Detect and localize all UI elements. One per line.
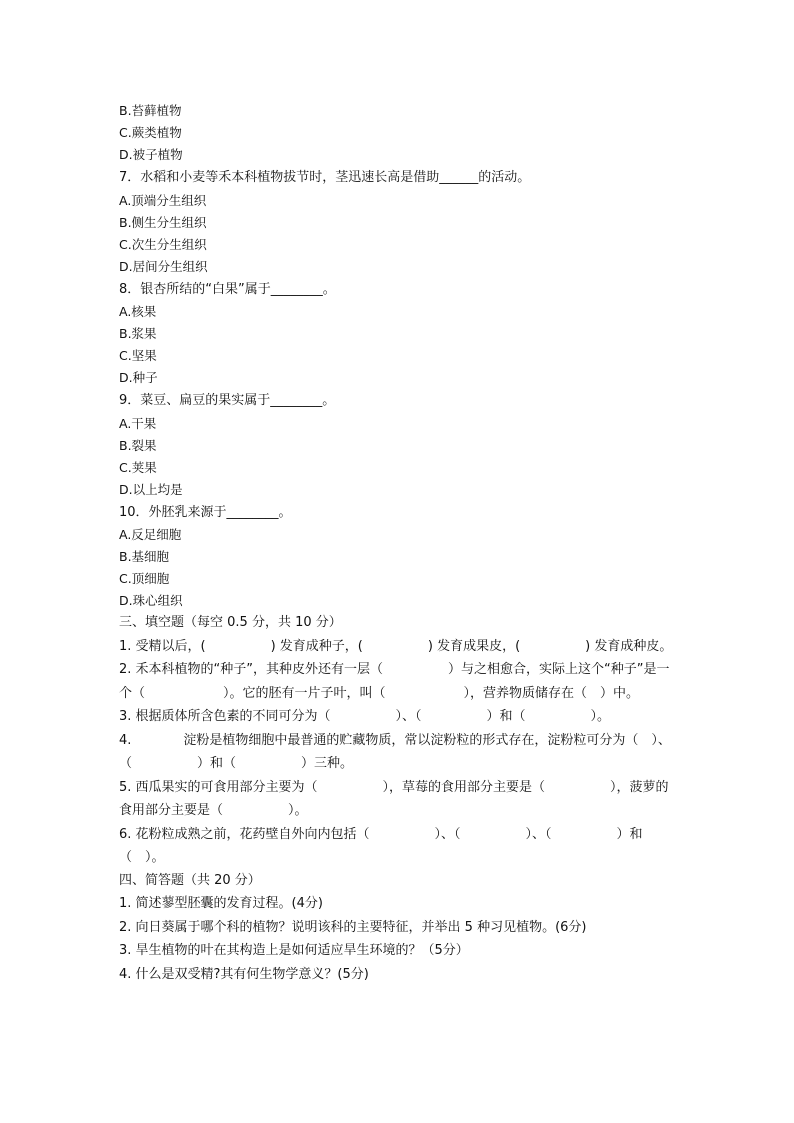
answer-option: D.珠心组织 bbox=[119, 593, 183, 608]
section-fill-in-blank bbox=[119, 612, 679, 870]
fill-question-2: 2. 禾本科植物的“种子”，其种皮外还有一层（ ）与之相愈合，实际上这个“种子”是一个（ ）。它的胚有一片子叶，叫（ ），营养物质储存在（ ）中。 bbox=[119, 662, 670, 701]
answer-option: C.荚果 bbox=[119, 459, 157, 475]
answer-option: C.蕨类植物 bbox=[119, 125, 182, 140]
fill-question-6: 6. 花粉粒成熟之前，花药壁自外向内包括（ ）、（ ）、（ ）和（ ）。 bbox=[119, 826, 643, 865]
answer-option: A.核果 bbox=[119, 304, 157, 319]
section-short-answer bbox=[119, 870, 679, 987]
answer-option: A.干果 bbox=[119, 415, 157, 431]
answer-option: A.顶端分生组织 bbox=[119, 192, 207, 208]
answer-option: C.顶细胞 bbox=[119, 571, 170, 586]
question-list bbox=[119, 100, 679, 612]
answer-option: B.浆果 bbox=[119, 326, 157, 341]
question-stem: 7．水稻和小麦等禾本科植物拔节时，茎迅速长高是借助______的活动。 bbox=[119, 170, 531, 185]
answer-option: D.居间分生组织 bbox=[119, 258, 208, 274]
short-question-1: 1. 简述蓼型胚囊的发育过程。(4分) bbox=[119, 896, 323, 911]
short-question-2: 2. 向日葵属于哪个科的植物？说明该科的主要特征，并举出 5 种习见植物。(6分) bbox=[119, 919, 587, 935]
answer-option: B.苔藓植物 bbox=[119, 103, 182, 118]
section-heading: 四、简答题（共 20 分） bbox=[119, 872, 261, 888]
short-question-3: 3. 旱生植物的叶在其构造上是如何适应旱生环境的？（5分） bbox=[119, 943, 469, 958]
answer-option: B.侧生分生组织 bbox=[119, 214, 207, 230]
fill-question-5: 5. 西瓜果实的可食用部分主要为（ ），草莓的食用部分主要是（ ），菠萝的食用部分主要是（ ）。 bbox=[119, 779, 669, 818]
question-stem: 10．外胚乳来源于________。 bbox=[119, 504, 292, 520]
answer-option: D.被子植物 bbox=[119, 147, 183, 162]
fill-question-1: 1. 受精以后，( ) 发育成种子，( ) 发育成果皮，( ) 发育成种皮。 bbox=[119, 638, 673, 654]
section-heading: 三、填空题（每空 0.5 分，共 10 分） bbox=[119, 615, 342, 630]
answer-option: B.基细胞 bbox=[119, 549, 170, 564]
short-question-4: 4. 什么是双受精?其有何生物学意义？(5分) bbox=[119, 966, 369, 982]
answer-option: C.次生分生组织 bbox=[119, 236, 207, 252]
fill-question-3: 3. 根据质体所含色素的不同可分为（ ）、（ ）和（ ）。 bbox=[119, 709, 611, 724]
question-stem: 8．银杏所结的“白果”属于________。 bbox=[119, 281, 336, 297]
answer-option: A.反足细胞 bbox=[119, 527, 182, 542]
answer-option: D.种子 bbox=[119, 370, 158, 385]
answer-option: C.坚果 bbox=[119, 348, 157, 363]
answer-option: D.以上均是 bbox=[119, 481, 183, 497]
question-stem: 9．菜豆、扁豆的果实属于________。 bbox=[119, 393, 336, 408]
fill-question-4: 4. 淀粉是植物细胞中最普通的贮藏物质，常以淀粉粒的形式存在，淀粉粒可分为（ ）、（ ）和（ ）三种。 bbox=[119, 732, 671, 771]
document-page bbox=[119, 100, 679, 986]
answer-option: B.裂果 bbox=[119, 437, 157, 453]
